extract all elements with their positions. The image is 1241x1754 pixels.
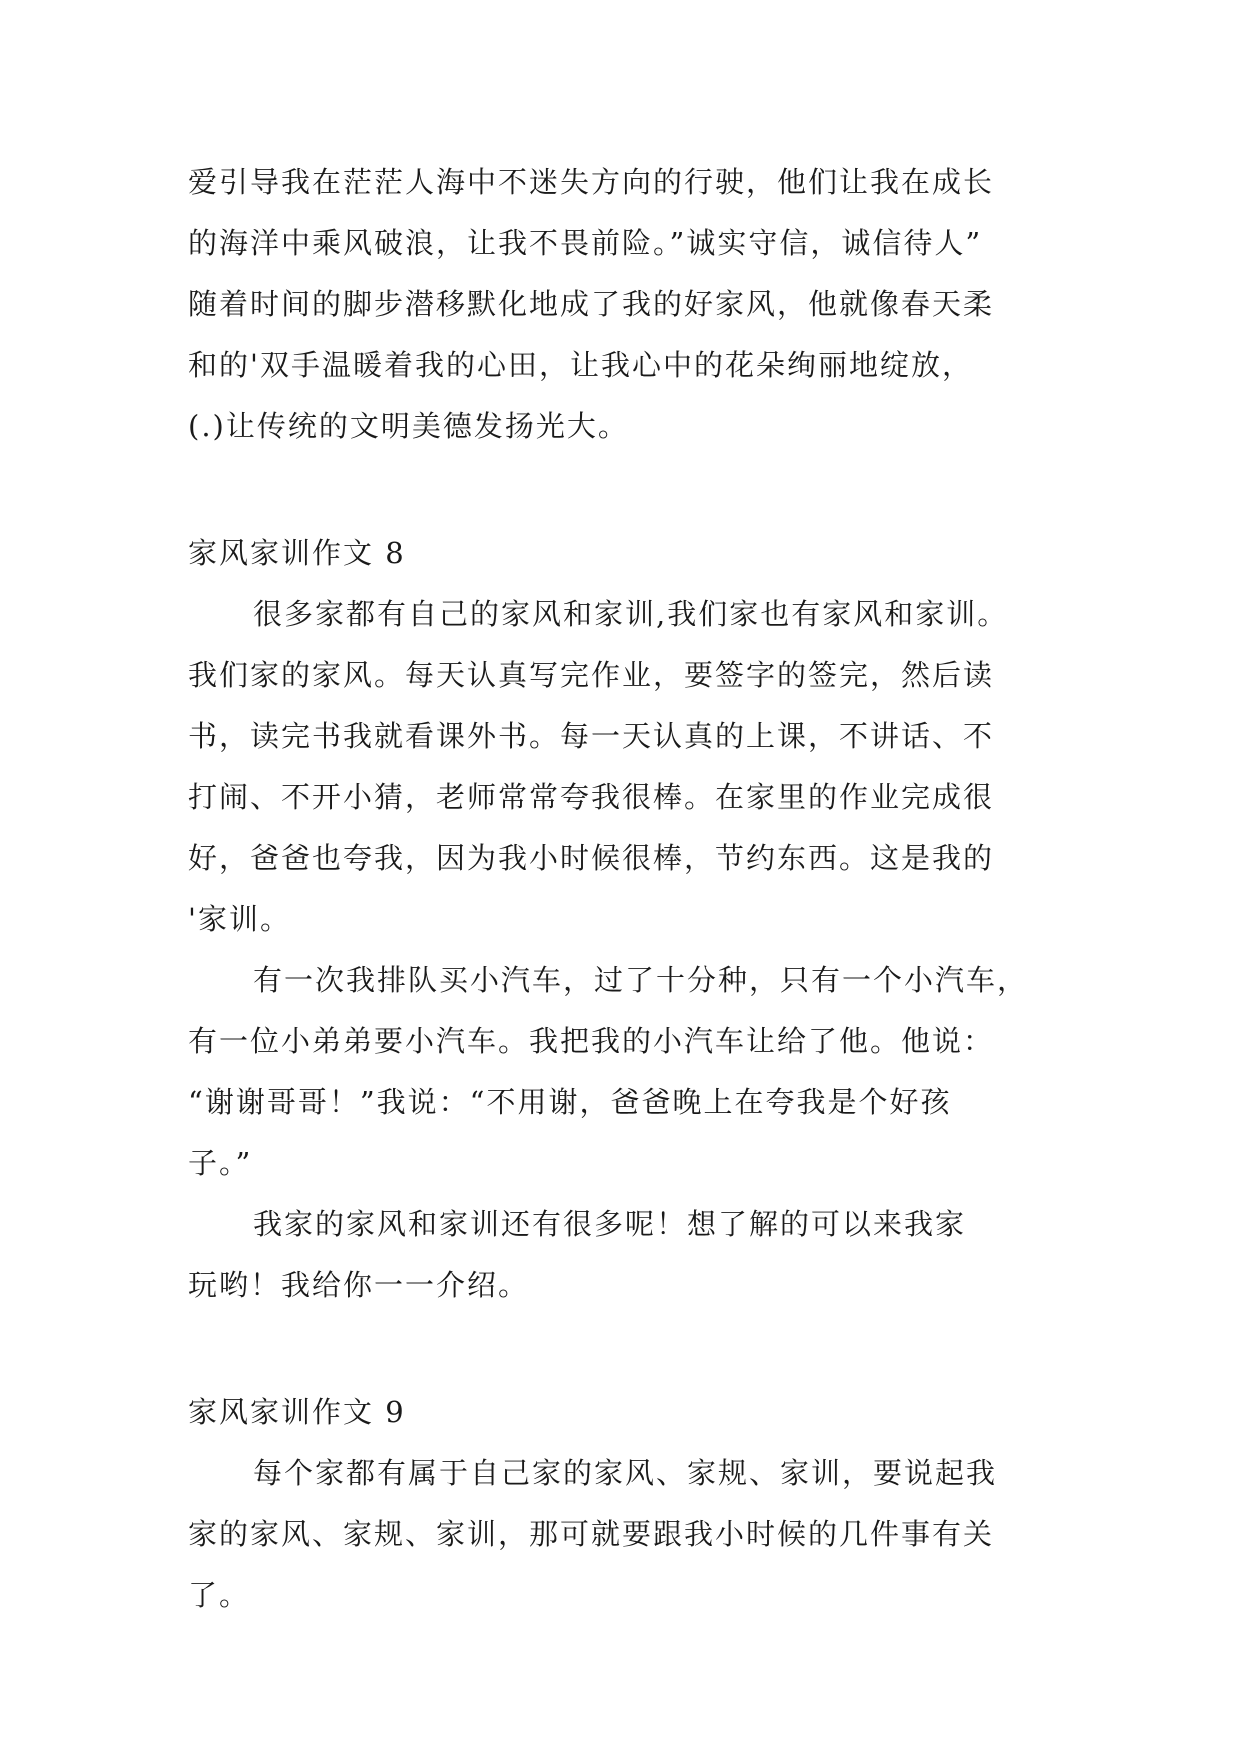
text-line: '家训。: [188, 902, 291, 936]
text-line: 爱引导我在茫茫人海中不迷失方向的行驶，他们让我在成长: [188, 165, 995, 199]
document-body: [188, 152, 1048, 1626]
text-line: 家的家风、家规、家训，那可就要跟我小时候的几件事有关: [188, 1517, 995, 1551]
text-line: 了。: [188, 1578, 251, 1612]
text-line: 子。”: [188, 1146, 253, 1180]
section-gap: [188, 1316, 1048, 1382]
essay-8: [188, 523, 1048, 1316]
section-gap: [188, 457, 1048, 523]
continuation-paragraph: [188, 152, 1048, 457]
text-line: 每个家都有属于自己家的家风、家规、家训，要说起我: [253, 1456, 998, 1490]
text-line: “谢谢哥哥！”我说：“不用谢，爸爸晚上在夸我是个好孩: [188, 1085, 952, 1119]
text-line: 好，爸爸也夸我，因为我小时候很棒，节约东西。这是我的: [188, 841, 995, 875]
text-line: 和的'双手温暖着我的心田，让我心中的花朵绚丽地绽放，: [188, 348, 973, 382]
text-line: 打闹、不开小猜，老师常常夸我很棒。在家里的作业完成很: [188, 780, 995, 814]
essay-8-title: 家风家训作文 8: [188, 536, 406, 570]
essay-9-paragraph-1: [188, 1443, 1048, 1626]
text-line: 我们家的家风。每天认真写完作业，要签字的签完，然后读: [188, 658, 995, 692]
essay-9: [188, 1382, 1048, 1626]
essay-8-paragraph-2: [188, 950, 1048, 1194]
essay-8-paragraph-1: [188, 584, 1048, 950]
text-line: 有一次我排队买小汽车，过了十分种，只有一个小汽车，: [253, 963, 1029, 997]
text-line: 的海洋中乘风破浪，让我不畏前险。”诚实守信，诚信待人”: [188, 226, 983, 260]
text-line: 有一位小弟弟要小汽车。我把我的小汽车让给了他。他说：: [188, 1024, 995, 1058]
text-line: 玩哟！我给你一一介绍。: [188, 1268, 530, 1302]
text-line: 很多家都有自己的家风和家训,我们家也有家风和家训。: [253, 597, 1009, 631]
text-line: (.)让传统的文明美德发扬光大。: [188, 409, 629, 443]
text-line: 随着时间的脚步潜移默化地成了我的好家风，他就像春天柔: [188, 287, 995, 321]
text-line: 我家的家风和家训还有很多呢！想了解的可以来我家: [253, 1207, 967, 1241]
essay-9-title: 家风家训作文 9: [188, 1395, 406, 1429]
text-line: 书，读完书我就看课外书。每一天认真的上课，不讲话、不: [188, 719, 995, 753]
essay-8-paragraph-3: [188, 1194, 1048, 1316]
